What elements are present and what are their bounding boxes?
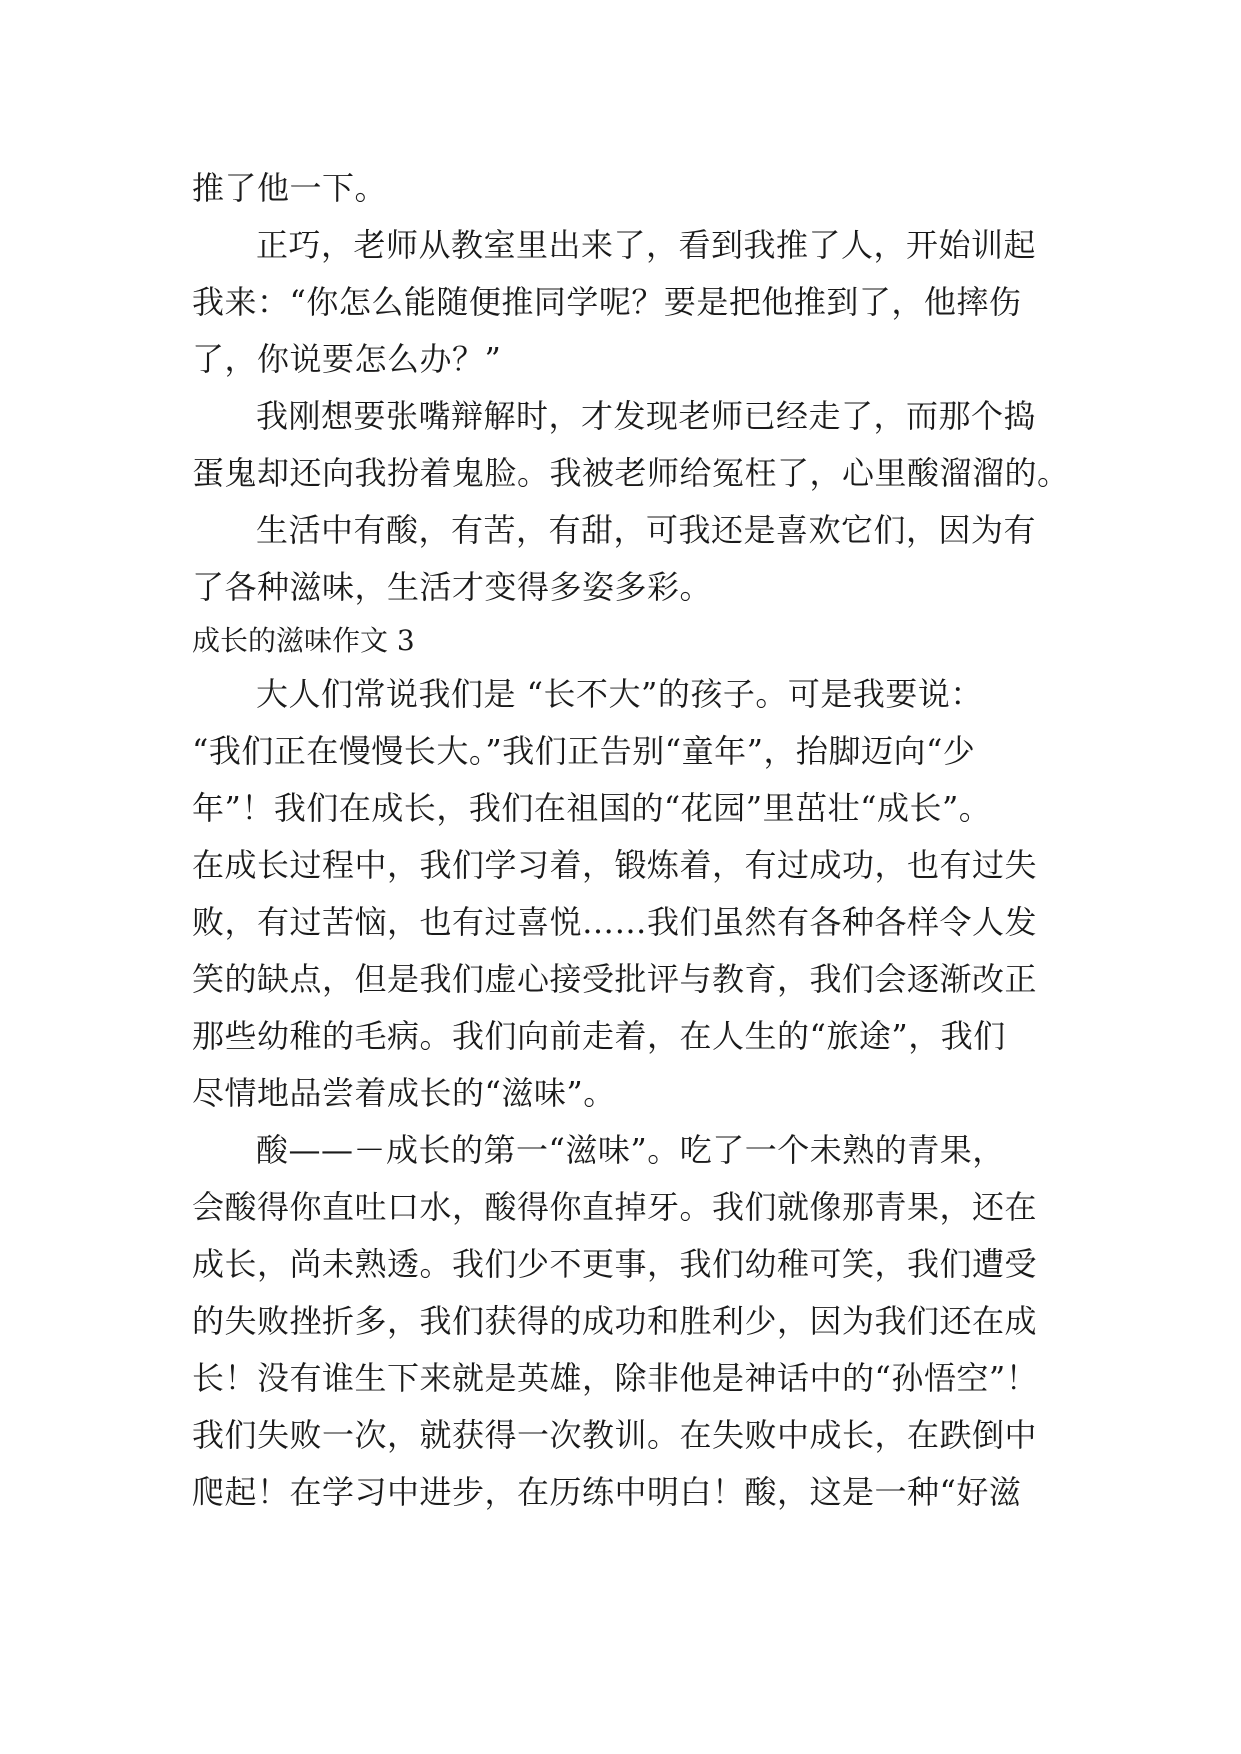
- paragraph-line: 成长，尚未熟透。我们少不更事，我们幼稚可笑，我们遭受: [192, 1245, 1038, 1283]
- paragraph-line: 会酸得你直吐口水，酸得你直掉牙。我们就像那青果，还在: [192, 1188, 1038, 1226]
- paragraph-line: 正巧，老师从教室里出来了，看到我推了人，开始训起: [256, 226, 1037, 264]
- paragraph-line: 蛋鬼却还向我扮着鬼脸。我被老师给冤枉了，心里酸溜溜的。: [192, 454, 1070, 492]
- paragraph-line: 年”！我们在成长，我们在祖国的“花园”里茁壮“成长”。: [192, 789, 992, 827]
- paragraph-line: 败，有过苦恼，也有过喜悦……我们虽然有各种各样令人发: [192, 903, 1038, 941]
- paragraph-line: “我们正在慢慢长大。”我们正告别“童年”，抬脚迈向“少: [192, 732, 976, 770]
- paragraph-line: 我刚想要张嘴辩解时，才发现老师已经走了，而那个捣: [256, 397, 1037, 435]
- paragraph-line: 了，你说要怎么办？”: [192, 340, 502, 378]
- paragraph-line: 我来：“你怎么能随便推同学呢？要是把他推到了，他摔伤: [192, 283, 1022, 321]
- paragraph-line: 在成长过程中，我们学习着，锻炼着，有过成功，也有过失: [192, 846, 1038, 884]
- paragraph-line: 的失败挫折多，我们获得的成功和胜利少，因为我们还在成: [192, 1302, 1038, 1340]
- paragraph-line: 那些幼稚的毛病。我们向前走着，在人生的“旅途”，我们: [192, 1017, 1006, 1055]
- paragraph-line: 笑的缺点，但是我们虚心接受批评与教育，我们会逐渐改正: [192, 960, 1038, 998]
- paragraph-line: 尽情地品尝着成长的“滋味”。: [192, 1074, 616, 1112]
- section-heading: 成长的滋味作文 3: [192, 624, 415, 657]
- paragraph-line: 了各种滋味，生活才变得多姿多彩。: [192, 568, 713, 606]
- paragraph-line: 我们失败一次，就获得一次教训。在失败中成长，在跌倒中: [192, 1416, 1038, 1454]
- paragraph-line: 酸——－成长的第一“滋味”。吃了一个未熟的青果，: [256, 1131, 1005, 1169]
- document-page: [192, 160, 1070, 1521]
- paragraph-line: 推了他一下。: [192, 169, 388, 207]
- paragraph-line: 大人们常说我们是 “长不大”的孩子。可是我要说：: [256, 675, 983, 713]
- paragraph-line: 生活中有酸，有苦，有甜，可我还是喜欢它们，因为有: [256, 511, 1037, 549]
- paragraph-line: 爬起！在学习中进步，在历练中明白！酸，这是一种“好滋: [192, 1473, 1022, 1511]
- paragraph-line: 长！没有谁生下来就是英雄，除非他是神话中的“孙悟空”！: [192, 1359, 1039, 1397]
